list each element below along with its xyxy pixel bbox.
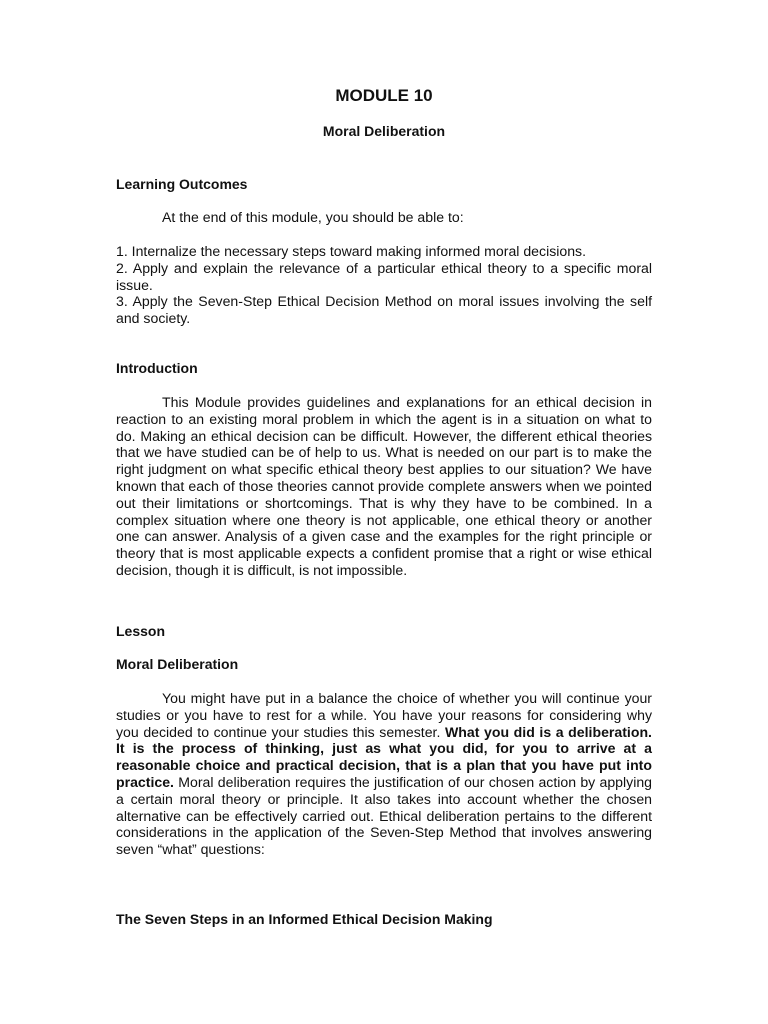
moral-deliberation-heading: Moral Deliberation bbox=[116, 656, 239, 672]
module-subtitle: Moral Deliberation bbox=[322, 123, 446, 139]
outcome-item-3: 3. Apply the Seven-Step Ethical Decision Method on moral issues involving the self and society. bbox=[116, 293, 652, 327]
lesson-heading: Lesson bbox=[116, 623, 166, 639]
learning-outcomes-list bbox=[116, 243, 652, 327]
lesson-text-after: Moral deliberation requires the justification of our chosen action by applying a certain moral theory or principle. It also takes into account whether the chosen alternative can be effectively carried out. Ethical deliberation pertains to the different considerations in the application of the Seven-Step Method that involves answering seven “what” questions: bbox=[116, 773, 653, 858]
lesson-paragraph bbox=[116, 690, 652, 858]
introduction-paragraph: This Module provides guidelines and explanations for an ethical decision in reaction to an existing moral problem in which the agent is in a situation on what to do. Making an ethical decision can be difficult. However, the different ethical theories that we have studied can be of help to us. What is needed on our part is to make the right judgment on what specific ethical theory best applies to our situation? We have known that each of those theories cannot provide complete answers when we pointed out their limitations or shortcomings. That is why they have to be combined. In a complex situation where one theory is not applicable, one ethical theory or another one can answer. Analysis of a given case and the examples for the right principle or theory that is most applicable expects a confident promise that a right or wise ethical decision, though it is difficult, is not impossible. bbox=[116, 394, 652, 578]
lesson-text-before: You might have put in a balance the choice of whether you will continue your studies or you have to rest for a while. You have your reasons for considering why you decided to continue your studies this semester. bbox=[116, 690, 652, 740]
seven-steps-heading: The Seven Steps in an Informed Ethical Decision Making bbox=[116, 911, 493, 927]
learning-outcomes-heading: Learning Outcomes bbox=[116, 176, 248, 192]
outcome-item-1: 1. Internalize the necessary steps toward making informed moral decisions. bbox=[116, 243, 587, 259]
lesson-text-bold: What you did is a deliberation. It is the process of thinking, just as what you did, for you to arrive at a reasonable choice and practical decision, that is a plan that you have put into practice. bbox=[116, 723, 652, 790]
module-title: MODULE 10 bbox=[335, 86, 433, 105]
learning-outcomes-intro: At the end of this module, you should be able to: bbox=[162, 209, 464, 225]
introduction-heading: Introduction bbox=[116, 360, 198, 376]
outcome-item-2: 2. Apply and explain the relevance of a particular ethical theory to a specific moral issue. bbox=[116, 259, 652, 293]
